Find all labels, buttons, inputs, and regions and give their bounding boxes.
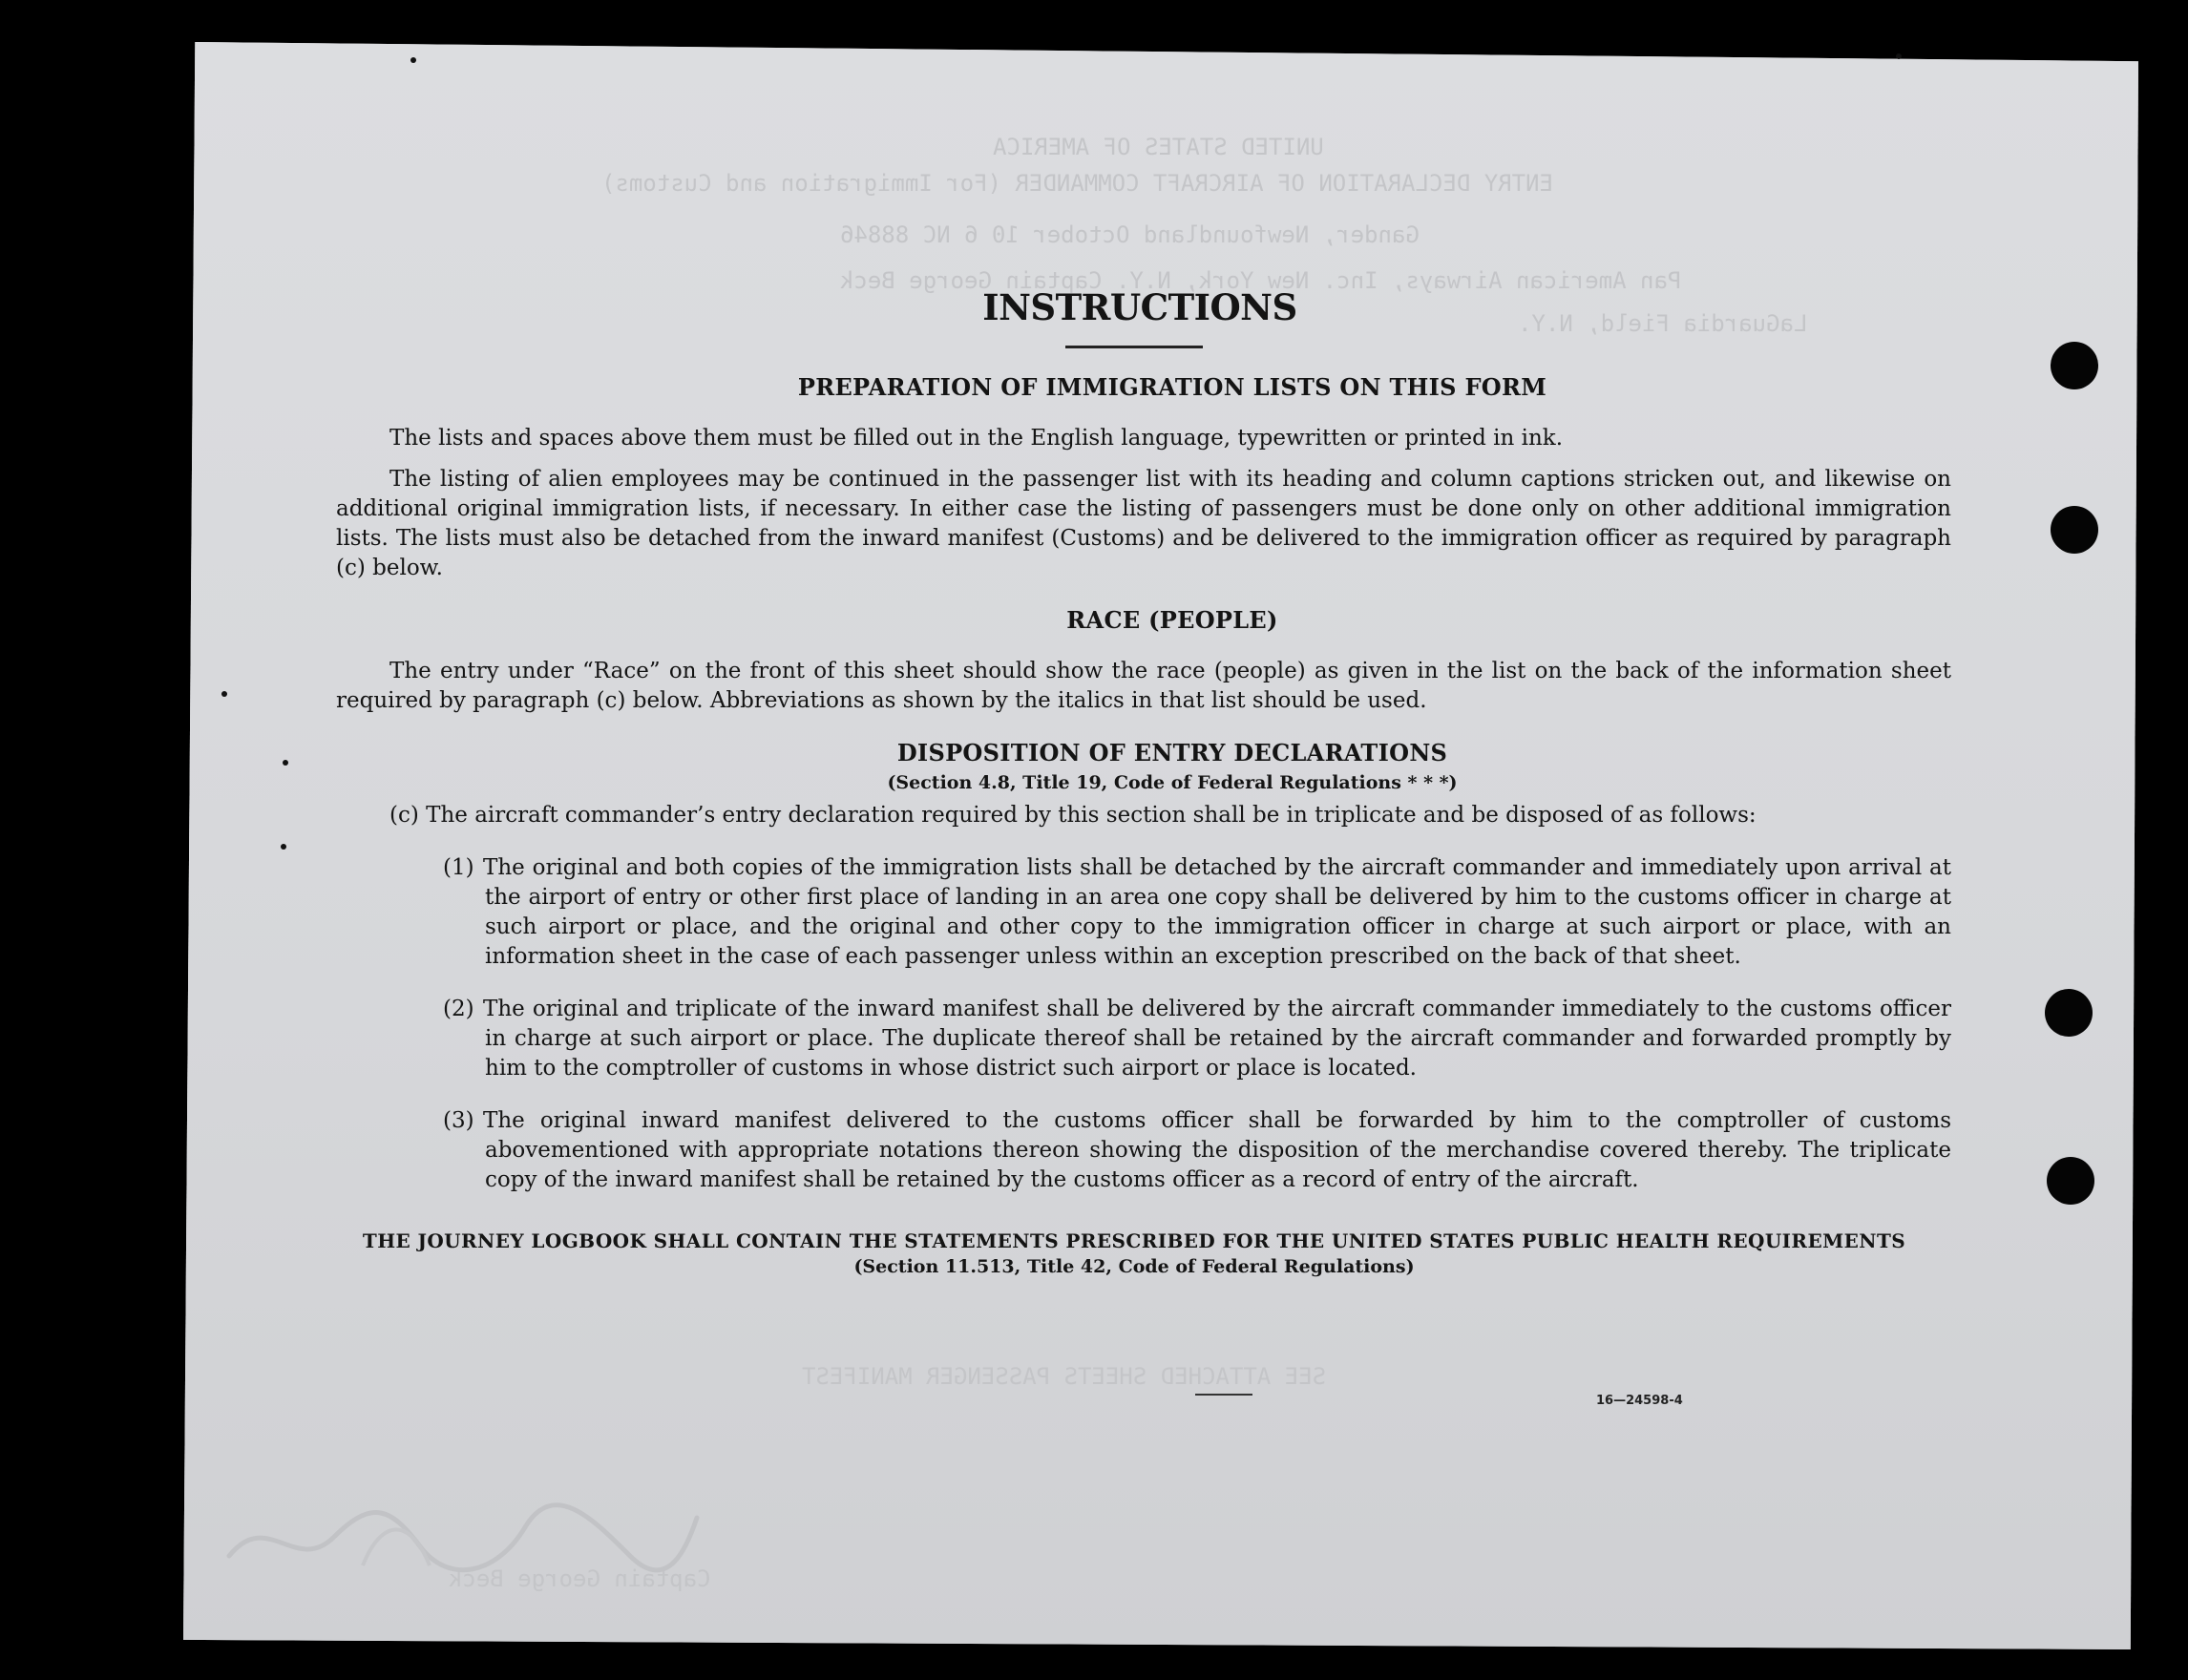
speck bbox=[1896, 53, 1902, 59]
page-title: INSTRUCTIONS bbox=[982, 286, 1297, 328]
list-item-number: (3) bbox=[443, 1108, 474, 1133]
section-heading-preparation: PREPARATION OF IMMIGRATION LISTS ON THIS FORM bbox=[797, 373, 1547, 401]
instructions-body bbox=[336, 286, 1951, 1277]
bleed-through-line: SEE ATTACHED SHEETS PASSENGER MANIFEST bbox=[802, 1363, 1327, 1390]
footer-health-requirements: THE JOURNEY LOGBOOK SHALL CONTAIN THE STATEMENTS PRESCRIBED FOR THE UNITED STATES PUBLIC HEALTH REQUIREMENTS bbox=[362, 1229, 1906, 1252]
bleed-through-line: ENTRY DECLARATION OF AIRCRAFT COMMANDER (For Immigration and Customs) bbox=[601, 170, 1553, 197]
speck bbox=[410, 57, 416, 63]
punch-hole bbox=[2051, 506, 2098, 554]
paragraph-preparation-2: The listing of alien employees may be continued in the passenger list with its heading and column captions stricken out, and likewise on additional original immigration lists, if necessary. In either case the listing of passengers must be done only on other additional immigration lists. The lists must also be detached from the inward manifest (Customs) and be delivered to the immigration officer as required by paragraph (c) below. bbox=[336, 467, 1951, 580]
list-item bbox=[336, 853, 1951, 972]
list-item-text: The original inward manifest delivered to the customs officer shall be forwarded by him to the comptroller of customs abovementioned with appropriate notations thereon showing the disposition of the merchandise covered thereby. The triplicate copy of the inward manifest shall be retained by the customs officer as a record of entry of the aircraft. bbox=[483, 1108, 1951, 1192]
list-item-text: The original and both copies of the immigration lists shall be detached by the aircraft commander and immediately upon arrival at the airport of entry or other first place of landing in an area one copy shall be delivered by him to the customs officer in charge at such airport or place, and the original and other copy to the immigration officer in charge at such airport or place, with an information sheet in the case of each passenger unless within an exception prescribed on the back of that sheet. bbox=[483, 855, 1951, 969]
footer-dash bbox=[1195, 1394, 1252, 1396]
paragraph-c: (c) The aircraft commander’s entry declaration required by this section shall be in triplicate and be disposed of as follows: bbox=[389, 803, 1757, 828]
footer-regulation-citation: (Section 11.513, Title 42, Code of Federal Regulations) bbox=[853, 1256, 1415, 1277]
title-rule bbox=[1065, 346, 1203, 348]
bleed-through-line: Captain George Beck bbox=[449, 1565, 711, 1592]
list-item bbox=[336, 995, 1951, 1083]
speck bbox=[221, 691, 227, 697]
section-heading-disposition: DISPOSITION OF ENTRY DECLARATIONS bbox=[896, 739, 1448, 766]
form-number: 16—24598-4 bbox=[1596, 1394, 1683, 1408]
speck bbox=[281, 844, 286, 850]
paragraph-race: The entry under “Race” on the front of this sheet should show the race (people) as given in the list on the back of the information sheet required by paragraph (c) below. Abbreviations as shown by the italics in that list should be used. bbox=[336, 659, 1951, 713]
list-item-number: (2) bbox=[443, 997, 474, 1021]
section-subheading-disposition: (Section 4.8, Title 19, Code of Federal Regulations * * *) bbox=[887, 772, 1458, 793]
bleed-through-line: Pan American Airways, Inc. New York, N.Y. Captain George Beck bbox=[840, 267, 1682, 294]
speck bbox=[283, 760, 288, 766]
bleed-through-line: UNITED STATES OF AMERICA bbox=[993, 134, 1324, 160]
paragraph-preparation-1: The lists and spaces above them must be filled out in the English language, typewritten or printed in ink. bbox=[389, 426, 1564, 451]
punch-hole bbox=[2045, 989, 2093, 1037]
bleed-through-line: Gander, Newfoundland October 10 6 NC 88846 bbox=[840, 221, 1420, 248]
punch-hole bbox=[2047, 1157, 2094, 1205]
list-item-number: (1) bbox=[443, 855, 474, 880]
signature-bleed-through bbox=[210, 1489, 706, 1594]
punch-hole bbox=[2051, 342, 2098, 389]
section-heading-race: RACE (PEOPLE) bbox=[1066, 606, 1278, 634]
list-item-text: The original and triplicate of the inward manifest shall be delivered by the aircraft commander immediately to the customs officer in charge at such airport or place. The duplicate thereof shall be retained by the aircraft commander and forwarded promptly by him to the comptroller of customs in whose district such airport or place is located. bbox=[483, 997, 1951, 1081]
list-item bbox=[336, 1106, 1951, 1195]
bleed-through-line: LaGuardia Field, N.Y. bbox=[1518, 310, 1808, 337]
